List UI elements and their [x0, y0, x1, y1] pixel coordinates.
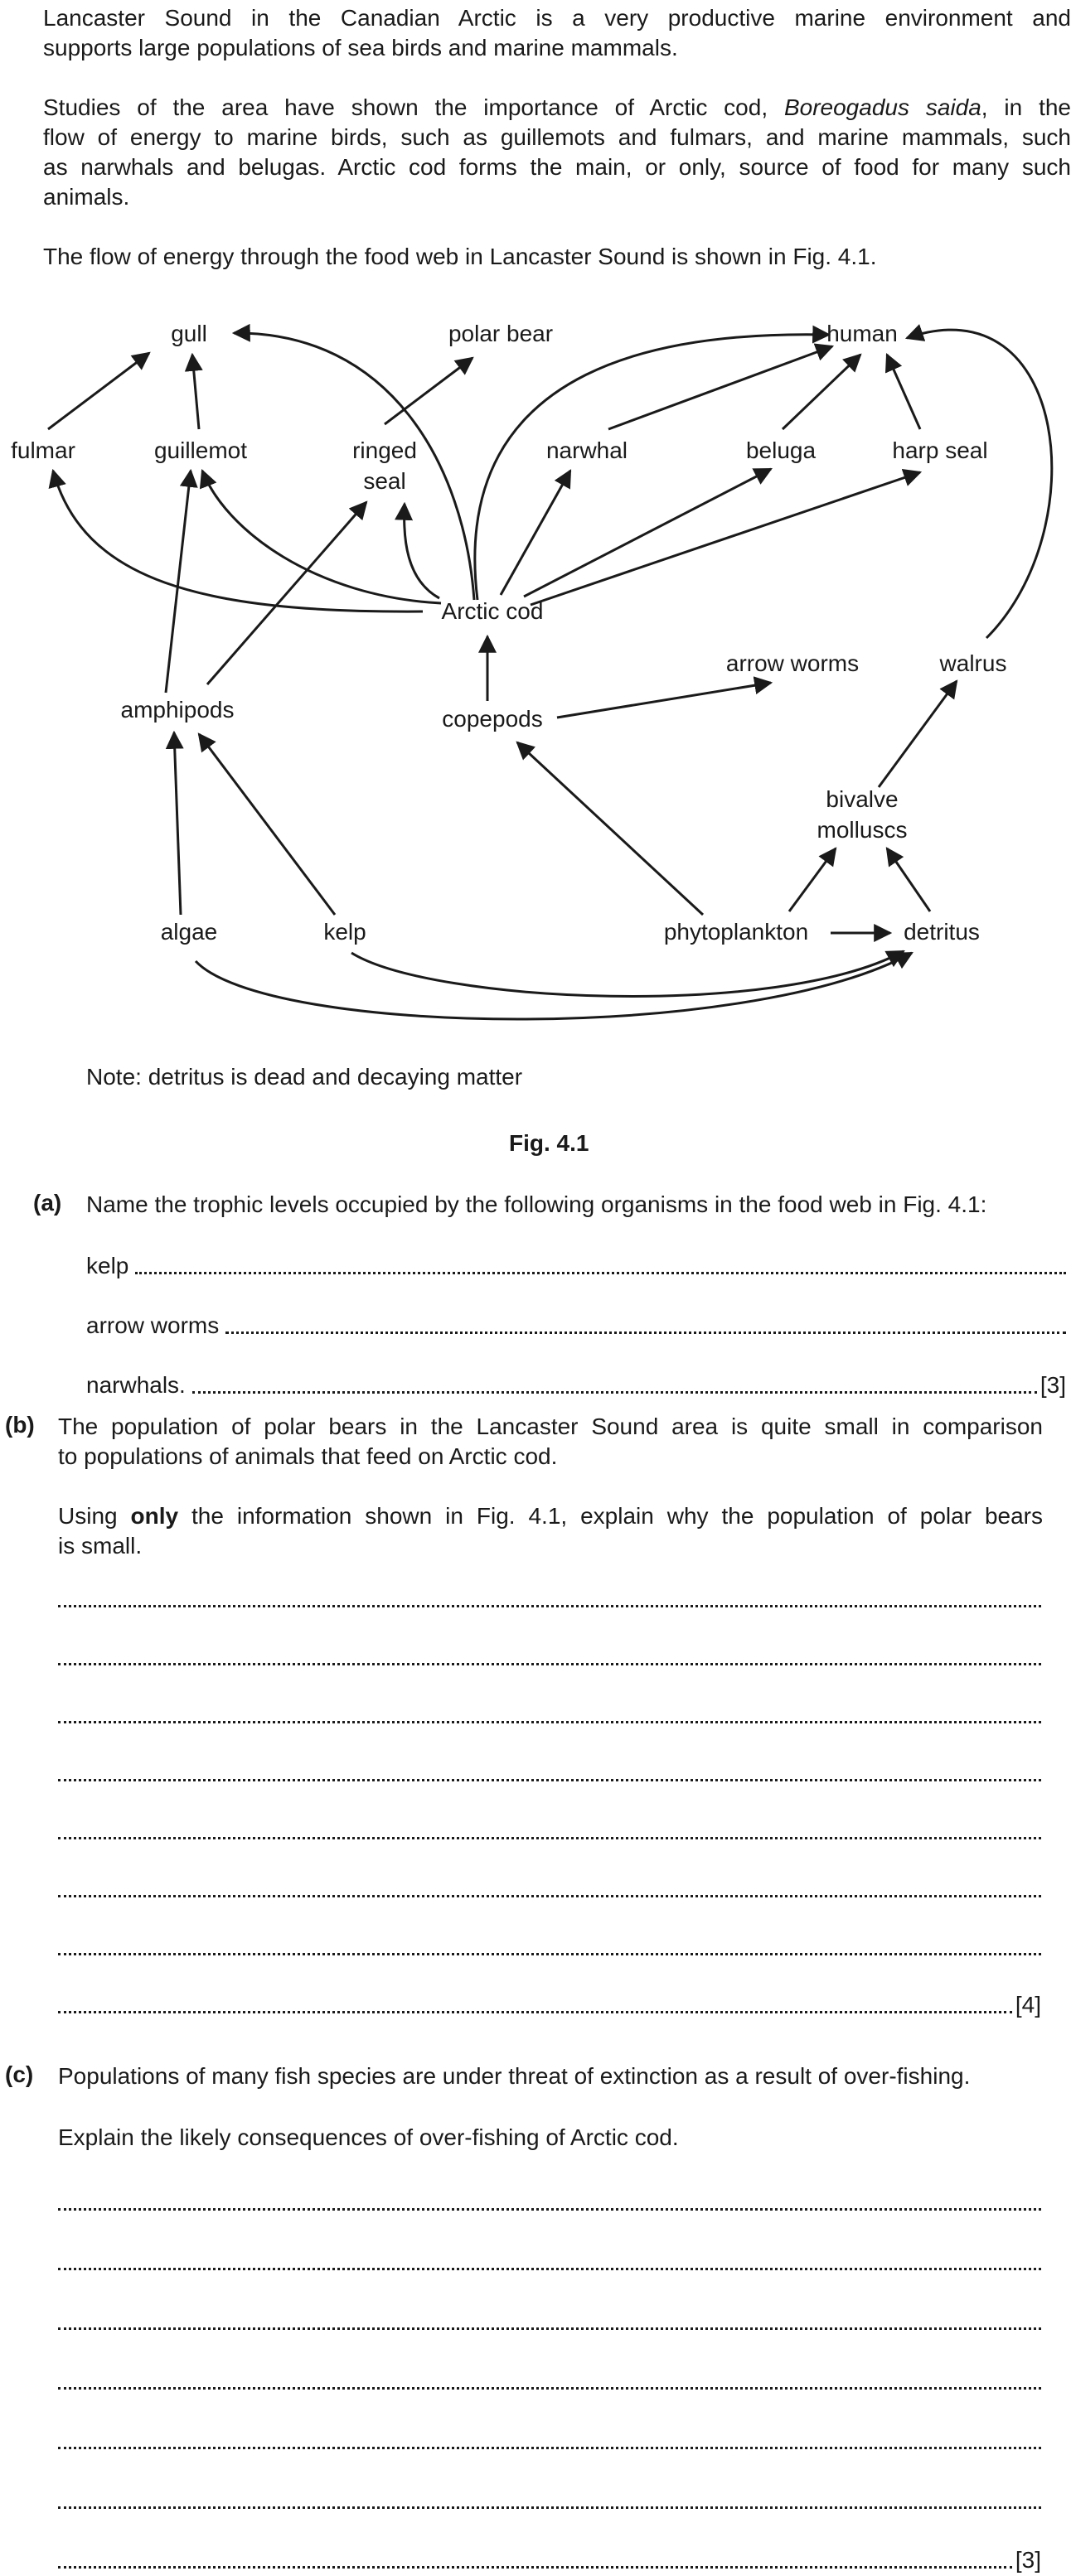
- food-web-diagram: [0, 307, 1071, 1119]
- question-b-text: [58, 1412, 1043, 1472]
- question-b-label: (b): [5, 1412, 35, 1438]
- answer-line-b-3[interactable]: [58, 1700, 1041, 1730]
- answer-line-b-4[interactable]: [58, 1758, 1041, 1788]
- intro-p1-line-2: supports large populations of sea birds and marine mammals.: [43, 35, 678, 60]
- question-b-instruction: Using only the information shown in Fig. 4.1, explain why the population of polar bears is small.: [58, 1503, 1043, 1559]
- arrow-beluga-human: [783, 355, 860, 429]
- arrow-guillemot-gull: [192, 355, 199, 429]
- label-beluga: beluga: [745, 437, 817, 463]
- label-kelp: kelp: [323, 919, 366, 945]
- marks-a: [3]: [1040, 1372, 1066, 1398]
- arrow-walrus-human: [907, 330, 1052, 638]
- emphasis-only: only: [130, 1503, 179, 1529]
- intro-p2-line-3: as narwhals and belugas. Arctic cod forms the main, or only, source of food for many such: [43, 154, 1071, 180]
- label-algae: algae: [160, 919, 218, 945]
- label-arctic-cod: Arctic cod: [441, 598, 544, 624]
- answer-line-b-8[interactable]: [58, 1990, 1041, 2020]
- arrow-amphipods-guillemot: [166, 471, 191, 693]
- label-guillemot: guillemot: [153, 437, 248, 463]
- label-ringed-seal-1: ringed: [352, 437, 417, 463]
- intro-paragraph-1: [43, 3, 1071, 63]
- label-bivalve-2: molluscs: [817, 817, 908, 843]
- answer-line-b-6[interactable]: [58, 1874, 1041, 1904]
- answer-line-narwhals[interactable]: [86, 1370, 1066, 1400]
- intro-p3-line: The flow of energy through the food web in Lancaster Sound is shown in Fig. 4.1.: [43, 244, 877, 269]
- answer-line-b-7[interactable]: [58, 1932, 1041, 1962]
- intro-p1-line-1: Lancaster Sound in the Canadian Arctic is a very productive marine environment and: [43, 5, 1071, 31]
- question-b-line-2: to populations of animals that feed on Arctic cod.: [58, 1443, 558, 1469]
- answer-line-c-2[interactable]: [58, 2247, 1041, 2277]
- item-arrow-worms-label: arrow worms: [86, 1312, 220, 1338]
- label-gull: gull: [171, 321, 207, 346]
- label-bivalve-1: bivalve: [826, 786, 899, 812]
- label-phytoplankton: phytoplankton: [663, 919, 809, 945]
- answer-line-c-3[interactable]: [58, 2307, 1041, 2337]
- answer-line-c-6[interactable]: [58, 2486, 1041, 2516]
- arrow-narwhal-human: [608, 346, 832, 429]
- answer-line-c-7[interactable]: [58, 2545, 1041, 2575]
- item-narwhals-label: narwhals.: [86, 1372, 186, 1398]
- intro-p2-line-2: flow of energy to marine birds, such as guillemots and fulmars, and marine mammals, such: [43, 124, 1071, 150]
- answer-line-b-5[interactable]: [58, 1816, 1041, 1846]
- arrow-cod-ringedseal: [405, 504, 439, 598]
- arrow-algae-detritus: [196, 953, 912, 1019]
- arrow-phyto-copepods: [517, 742, 703, 915]
- arrow-amphipods-ringedseal: [207, 502, 366, 684]
- arrow-cod-narwhal: [501, 471, 570, 595]
- label-human: human: [826, 321, 898, 346]
- label-fulmar: fulmar: [11, 437, 75, 463]
- question-c-text: Populations of many fish species are under threat of extinction as a result of over-fishing.: [58, 2063, 971, 2089]
- label-harp-seal: harp seal: [892, 437, 988, 463]
- answer-line-c-1[interactable]: [58, 2187, 1041, 2217]
- answer-line-arrow-worms[interactable]: [86, 1311, 1066, 1341]
- arrow-phyto-bivalve: [789, 848, 836, 911]
- arrow-fulmar-gull: [48, 353, 149, 429]
- figure-caption: Fig. 4.1: [509, 1130, 589, 1156]
- question-a-label: (a): [33, 1190, 62, 1216]
- arrow-cod-human: [475, 335, 829, 600]
- item-kelp-label: kelp: [86, 1253, 129, 1278]
- arrow-kelp-detritus: [351, 951, 904, 996]
- intro-p2-line-4: animals.: [43, 184, 130, 210]
- label-ringed-seal-2: seal: [363, 468, 406, 494]
- label-arrow-worms: arrow worms: [725, 650, 860, 676]
- marks-b: [4]: [1015, 1992, 1041, 2018]
- arrow-bivalve-walrus: [879, 681, 957, 787]
- arrow-algae-amphipods: [174, 732, 181, 915]
- marks-c: [3]: [1015, 2547, 1041, 2573]
- answer-line-b-1[interactable]: [58, 1584, 1041, 1614]
- answer-line-c-4[interactable]: [58, 2366, 1041, 2396]
- label-detritus: detritus: [904, 919, 980, 945]
- answer-line-kelp[interactable]: [86, 1251, 1066, 1281]
- arrow-kelp-amphipods: [199, 734, 335, 915]
- arrow-ringedseal-polarbear: [385, 358, 472, 424]
- arrow-detritus-bivalve: [887, 848, 930, 911]
- intro-p2-line-1: Studies of the area have shown the importance of Arctic cod, Boreogadus saida, in the: [43, 94, 1071, 120]
- arrow-harpseal-human: [887, 355, 920, 429]
- intro-paragraph-2: [43, 93, 1071, 212]
- question-a-text: Name the trophic levels occupied by the following organisms in the food web in Fig. 4.1:: [86, 1191, 987, 1217]
- label-amphipods: amphipods: [120, 697, 235, 723]
- question-c-instruction: Explain the likely consequences of over-fishing of Arctic cod.: [58, 2124, 679, 2150]
- label-polar-bear: polar bear: [448, 321, 554, 346]
- answer-line-c-5[interactable]: [58, 2426, 1041, 2456]
- figure-note: Note: detritus is dead and decaying matter: [86, 1064, 523, 1090]
- arrow-copepods-arrowworms: [557, 683, 771, 718]
- label-walrus: walrus: [939, 650, 1007, 676]
- intro-paragraph-3: [43, 242, 1071, 272]
- species-name: Boreogadus saida: [783, 94, 981, 120]
- label-copepods: copepods: [442, 706, 543, 732]
- answer-line-b-2[interactable]: [58, 1642, 1041, 1672]
- label-narwhal: narwhal: [545, 437, 628, 463]
- question-c-label: (c): [5, 2061, 34, 2087]
- arrow-cod-gull: [234, 333, 474, 600]
- question-b-line-1: The population of polar bears in the Lancaster Sound area is quite small in comparison: [58, 1414, 1043, 1439]
